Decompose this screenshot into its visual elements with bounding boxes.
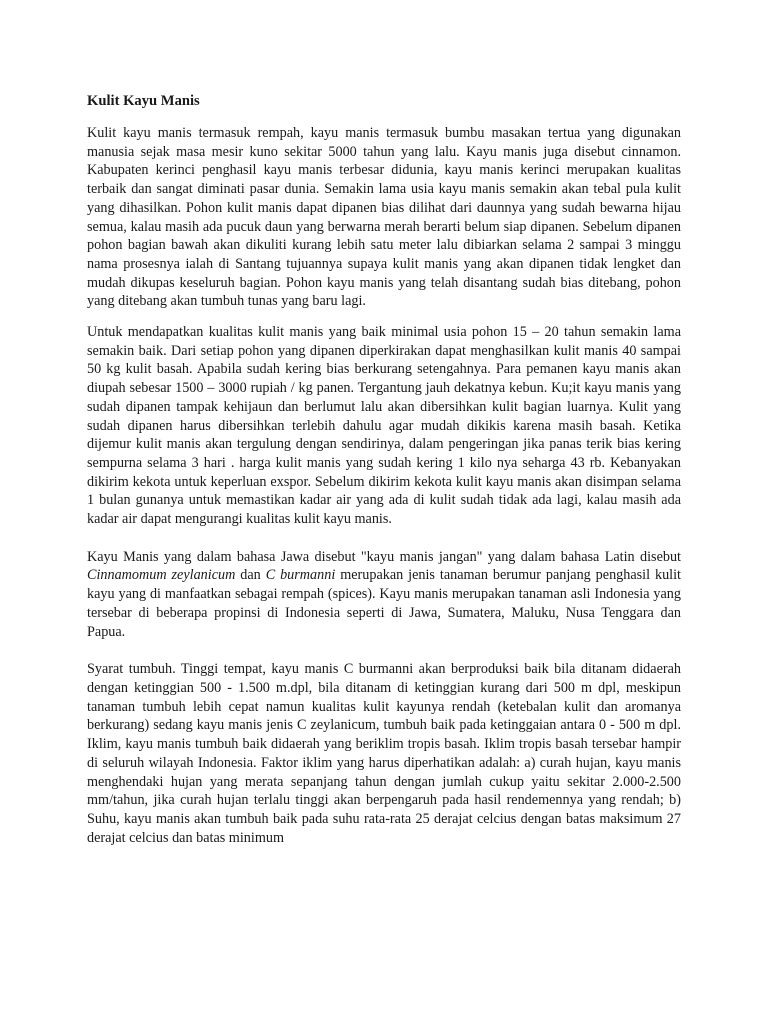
paragraph-gap bbox=[87, 529, 681, 548]
paragraph-2: Untuk mendapatkan kualitas kulit manis yang baik minimal usia pohon 15 – 20 tahun semakin lama semakin baik. Dari setiap pohon yang dipanen diperkirakan dapat menghasilkan kulit manis 40 sampai 50 kg kulit basah. Apabila sudah kering bias berkurang setengahnya. Para pemanen kayu manis akan diupah sebesar 1500 – 3000 rupiah / kg panen. Tergantung jauh dekatnya kebun. Ku;it kayu manis yang sudah dipanen tampak kehijaun dan berlumut lalu akan dibersihkan kulit bagian luarnya. Kulit yang sudah dipanen harus dibersihkan terlebih dahulu agar mudah dikikis karena masih basah. Ketika dijemur kulit manis akan tergulung dengan sendirinya, dalam pengeringan jika panas terik bias kering sempurna selama 3 hari . harga kulit manis yang sudah kering 1 kilo nya seharga 43 rb. Kebanyakan dikirim kekota untuk keperluan exspor. Sebelum dikirim kekota kulit kayu manis akan disimpan selama 1 bulan gunanya untuk memastikan kadar air yang ada di kulit sudah tidak ada lagi, kalau masih ada kadar air dapat mengurangi kualitas kulit kayu manis. bbox=[87, 324, 681, 528]
paragraph-3 bbox=[87, 548, 681, 642]
paragraph-1: Kulit kayu manis termasuk rempah, kayu manis termasuk bumbu masakan tertua yang digunakan manusia sejak masa mesir kuno sekitar 5000 tahun yang lalu. Kayu manis juga disebut cinnamon. Kabupaten kerinci penghasil kayu manis terbesar didunia, kayu manis kerinci merupakan kualitas terbaik dan sangat diminati pasar dunia. Semakin lama usia kayu manis semakin akan tebal pula kulit yang dihasilkan. Pohon kulit manis dapat dipanen bias dilihat dari daunnya yang sudah bewarna hijau semua, kalau masih ada pucuk daun yang berwarna merah berarti belum siap dipanen. Sebelum dipanen pohon bagian bawah akan dikuliti kurang lebih satu meter lalu dibiarkan selama 2 sampai 3 minggu nama prosesnya ialah di Santang tujuannya supaya kulit manis yang akan dipanen tidak lengket dan mudah dikupas keseluruh bagian. Pohon kayu manis yang telah disantang sudah bias ditebang, pohon yang ditebang akan tumbuh tunas yang baru lagi. bbox=[87, 125, 681, 310]
latin-name-burmanni: C burmanni bbox=[265, 567, 336, 584]
paragraph-4: Syarat tumbuh. Tinggi tempat, kayu manis C burmanni akan berproduksi baik bila ditanam didaerah dengan ketinggian 500 - 1.500 m.dpl, bila ditanam di ketinggian kurang dari 500 m dpl, meskipun tanaman tumbuh lebih cepat namun kualitas kulit kayunya rendah (ketebalan kulit dan aromanya berkurang) sedang kayu manis jenis C zeylanicum, tumbuh baik pada ketinggaian antara 0 - 500 m dpl. Iklim, kayu manis tumbuh baik didaerah yang beriklim tropis basah. Iklim tropis basah tersebar hampir di seluruh wilayah Indonesia. Faktor iklim yang harus diperhatikan adalah: a) curah hujan, kayu manis menghendaki hujan yang merata sepanjang tahun dengan jumlah cukup yaitu sekitar 2.000-2.500 mm/tahun, jika curah hujan terlalu tinggi akan berpengaruh pada hasil rendemennya yang rendah; b) Suhu, kayu manis akan tumbuh baik pada suhu rata-rata 25 derajat celcius dengan batas maksimum 27 derajat celcius dan batas minimum bbox=[87, 661, 681, 846]
paragraph-3-text-middle: dan bbox=[235, 567, 266, 584]
latin-name-cinnamomum: Cinnamomum zeylanicum bbox=[87, 567, 236, 584]
document-page bbox=[87, 92, 681, 847]
document-title: Kulit Kayu Manis bbox=[87, 93, 200, 109]
paragraph-3-text-end: merupakan jenis tanaman berumur panjang penghasil kulit kayu yang di manfaatkan sebagai rempah (spices). Kayu manis merupakan tanaman asli Indonesia yang tersebar di beberapa propinsi di Indonesia seperti di Jawa, Sumatera, Maluku, Nusa Tenggara dan Papua. bbox=[87, 567, 681, 640]
paragraph-gap bbox=[87, 641, 681, 660]
paragraph-gap bbox=[87, 311, 681, 323]
paragraph-3-text-start: Kayu Manis yang dalam bahasa Jawa disebut "kayu manis jangan" yang dalam bahasa Latin disebut bbox=[87, 548, 681, 565]
